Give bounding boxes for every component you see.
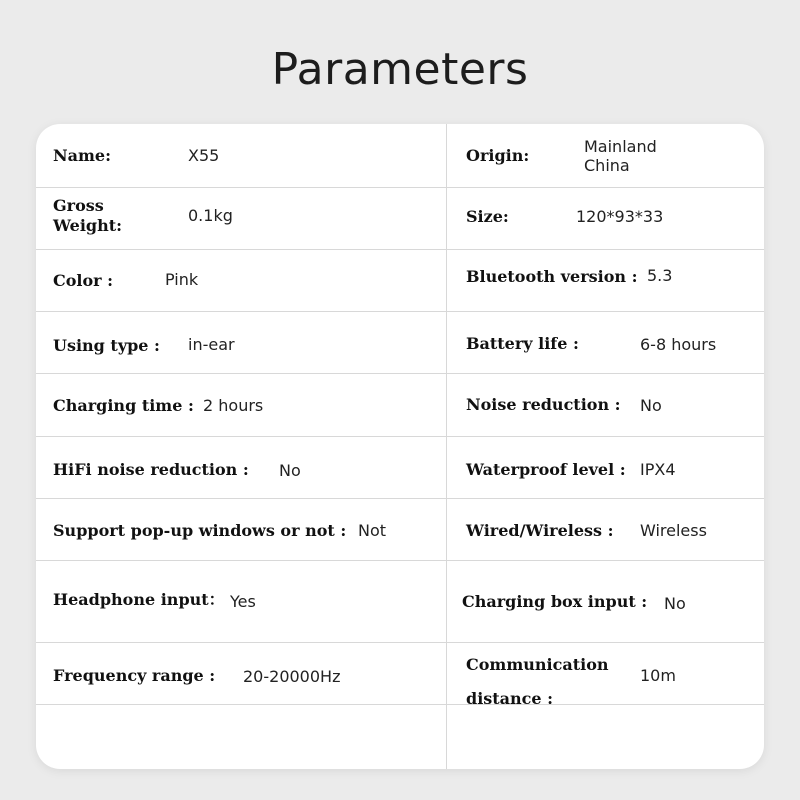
gross-weight-value: 0.1kg xyxy=(188,206,233,225)
waterproof-level-label: Waterproof level : xyxy=(466,460,626,479)
size-value: 120*93*33 xyxy=(576,207,664,226)
bluetooth-version-label: Bluetooth version : xyxy=(466,267,638,286)
column-divider xyxy=(446,124,447,769)
frequency-range-value: 20-20000Hz xyxy=(243,667,341,686)
noise-reduction-label: Noise reduction : xyxy=(466,395,621,414)
bluetooth-version-value: 5.3 xyxy=(647,266,673,285)
charging-time-label: Charging time : xyxy=(53,396,194,415)
pop-up-windows-label: Support pop-up windows or not : xyxy=(53,521,347,540)
communication-distance-label: Communication distance : xyxy=(466,655,609,708)
wired-wireless-label: Wired/Wireless : xyxy=(466,521,614,540)
row-divider xyxy=(36,560,764,561)
hifi-noise-reduction-value: No xyxy=(279,461,301,480)
row-divider xyxy=(36,373,764,374)
using-type-label: Using type : xyxy=(53,336,160,355)
pop-up-windows-value: Not xyxy=(358,521,387,540)
battery-life-value: 6-8 hours xyxy=(640,335,717,354)
name-label: Name: xyxy=(53,146,112,165)
row-divider xyxy=(36,436,764,437)
color-label: Color : xyxy=(53,271,114,290)
communication-distance-value: 10m xyxy=(640,666,676,685)
row-divider xyxy=(36,704,764,705)
gross-weight-label: Gross Weight: xyxy=(53,196,123,235)
size-label: Size: xyxy=(466,207,509,226)
headphone-input-value: Yes xyxy=(230,592,256,611)
row-divider xyxy=(36,249,764,250)
name-value: X55 xyxy=(188,146,220,165)
color-value: Pink xyxy=(165,270,199,289)
hifi-noise-reduction-label: HiFi noise reduction : xyxy=(53,460,249,479)
noise-reduction-value: No xyxy=(640,396,662,415)
wired-wireless-value: Wireless xyxy=(640,521,707,540)
frequency-range-label: Frequency range : xyxy=(53,666,216,685)
waterproof-level-value: IPX4 xyxy=(640,460,676,479)
charging-box-input-label: Charging box input : xyxy=(462,592,648,611)
row-divider xyxy=(36,311,764,312)
charging-time-value: 2 hours xyxy=(203,396,264,415)
row-divider xyxy=(36,187,764,188)
using-type-value: in-ear xyxy=(188,335,235,354)
row-divider xyxy=(36,498,764,499)
origin-value: Mainland China xyxy=(584,137,657,175)
row-divider xyxy=(36,642,764,643)
page-title: Parameters xyxy=(271,44,529,95)
origin-label: Origin: xyxy=(466,146,530,165)
parameters-table xyxy=(36,124,764,769)
battery-life-label: Battery life : xyxy=(466,334,579,353)
charging-box-input-value: No xyxy=(664,594,686,613)
headphone-input-label: Headphone input： xyxy=(53,590,225,609)
